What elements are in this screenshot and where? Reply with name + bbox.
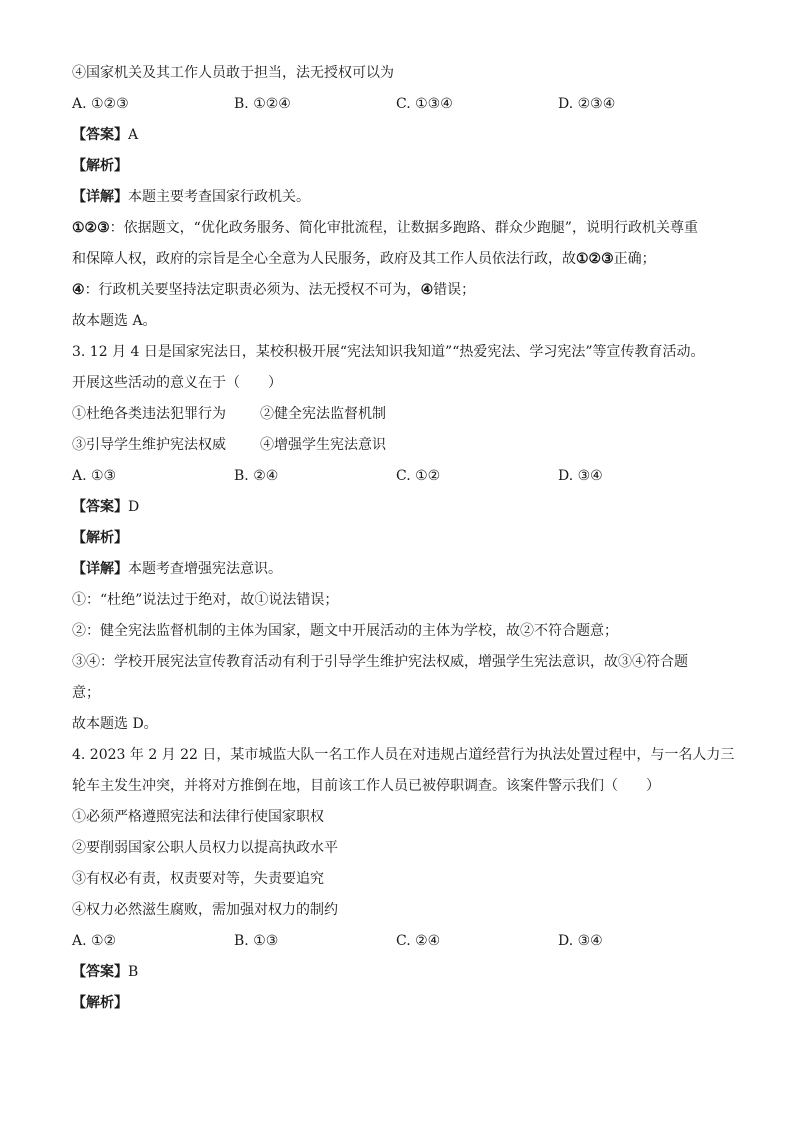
q3-options	[72, 461, 722, 492]
answer-value: B	[128, 964, 139, 980]
q4-option-d: D. ③④	[558, 933, 603, 949]
q3-detail	[72, 554, 722, 585]
explanation-text: ：行政机关要坚持法定职责必须为、法无授权不可为，	[84, 282, 421, 298]
q3-statements-row-1	[72, 399, 722, 430]
q2-option-c: C. ①③④	[396, 96, 453, 112]
q3-conclusion: 故本题选 D。	[72, 716, 158, 732]
statement-ref: ①②③	[576, 251, 614, 267]
q3-explanation-1: ①：“杜绝”说法过于绝对，故①说法错误；	[72, 592, 339, 608]
q2-answer	[72, 120, 722, 151]
q4-statement-4: ④权力必然滋生腐败，需加强对权力的制约	[72, 902, 338, 918]
q3-analysis-heading	[72, 523, 722, 554]
q4-statement-3: ③有权必有责，权责要对等，失责要追究	[72, 871, 324, 887]
detail-tag: 【详解】	[72, 561, 128, 577]
q3-option-d: D. ③④	[558, 468, 603, 484]
q4-stem-line-1: 4. 2023 年 2 月 22 日，某市城监大队一名工作人员在对违规占道经营行为执法处置过程中，与一名人力三	[72, 747, 735, 763]
detail-text: 本题主要考查国家行政机关。	[128, 189, 310, 205]
explanation-text: 和保障人权，政府的宗旨是全心全意为人民服务，政府及其工作人员依法行政，故	[72, 251, 576, 267]
q2-option-a: A. ①②③	[72, 96, 129, 112]
q3-answer	[72, 492, 722, 523]
q3-option-c: C. ①②	[396, 468, 441, 484]
q2-options	[72, 89, 722, 120]
q3-statement-2: ②健全宪法监督机制	[260, 406, 386, 422]
document-page	[72, 58, 735, 1019]
q2-explanation-1-line-1	[72, 213, 722, 244]
q4-statement-1: ①必须严格遵照宪法和法律行使国家职权	[72, 809, 324, 825]
q3-explanation-3-line-2: 意；	[72, 685, 100, 701]
q3-statement-1: ①杜绝各类违法犯罪行为	[72, 406, 226, 422]
q3-explanation-2: ②：健全宪法监督机制的主体为国家，题文中开展活动的主体为学校，故②不符合题意；	[72, 623, 618, 639]
q4-option-c: C. ②④	[396, 933, 441, 949]
q3-statement-4: ④增强学生宪法意识	[260, 437, 386, 453]
q3-explanation-3-line-1: ③④：学校开展宪法宣传教育活动有利于引导学生维护宪法权威，增强学生宪法意识，故③④符合题	[72, 654, 688, 670]
q3-statements-row-2	[72, 430, 722, 461]
q2-option-d: D. ②③④	[558, 96, 616, 112]
statement-ref: ④	[420, 282, 434, 298]
analysis-tag: 【解析】	[72, 995, 128, 1011]
q3-option-b: B. ②④	[234, 468, 279, 484]
statement-ref: ①②③	[72, 220, 110, 236]
answer-tag: 【答案】	[72, 127, 128, 143]
statement-ref: ④	[72, 282, 85, 298]
q3-stem-line-2: 开展这些活动的意义在于（ ）	[72, 375, 282, 391]
q4-option-b: B. ①③	[234, 933, 279, 949]
q2-detail	[72, 182, 722, 213]
answer-tag: 【答案】	[72, 964, 128, 980]
q4-stem-line-2: 轮车主发生冲突，并将对方推倒在地，目前该工作人员已被停职调查。该案件警示我们（ ）	[72, 778, 660, 794]
q2-statement-4: ④国家机关及其工作人员敢于担当，法无授权可以为	[72, 65, 394, 81]
q2-analysis-heading	[72, 151, 722, 182]
q3-statement-3: ③引导学生维护宪法权威	[72, 437, 226, 453]
q2-conclusion: 故本题选 A。	[72, 313, 157, 329]
analysis-tag: 【解析】	[72, 530, 128, 546]
q4-statement-2: ②要削弱国家公职人员权力以提高执政水平	[72, 840, 338, 856]
answer-value: D	[128, 499, 140, 515]
q4-analysis-heading	[72, 988, 722, 1019]
q2-option-b: B. ①②④	[234, 96, 291, 112]
analysis-tag: 【解析】	[72, 158, 128, 174]
explanation-text: 错误；	[433, 282, 476, 298]
q2-explanation-2	[72, 275, 722, 306]
q2-explanation-1-line-2	[72, 244, 722, 275]
explanation-text: ：依据题文，“优化政务服务、简化审批流程，让数据多跑路、群众少跑腿”，说明行政机关尊重	[109, 220, 698, 236]
q4-option-a: A. ①②	[72, 933, 117, 949]
q4-options	[72, 926, 722, 957]
q3-stem-line-1: 3. 12 月 4 日是国家宪法日，某校积极开展“宪法知识我知道”“热爱宪法、学习宪法”等宣传教育活动。	[72, 344, 705, 360]
q3-option-a: A. ①③	[72, 468, 117, 484]
detail-text: 本题考查增强宪法意识。	[128, 561, 282, 577]
answer-tag: 【答案】	[72, 499, 128, 515]
explanation-text: 正确；	[613, 251, 656, 267]
answer-value: A	[128, 127, 139, 143]
detail-tag: 【详解】	[72, 189, 128, 205]
q4-answer	[72, 957, 722, 988]
